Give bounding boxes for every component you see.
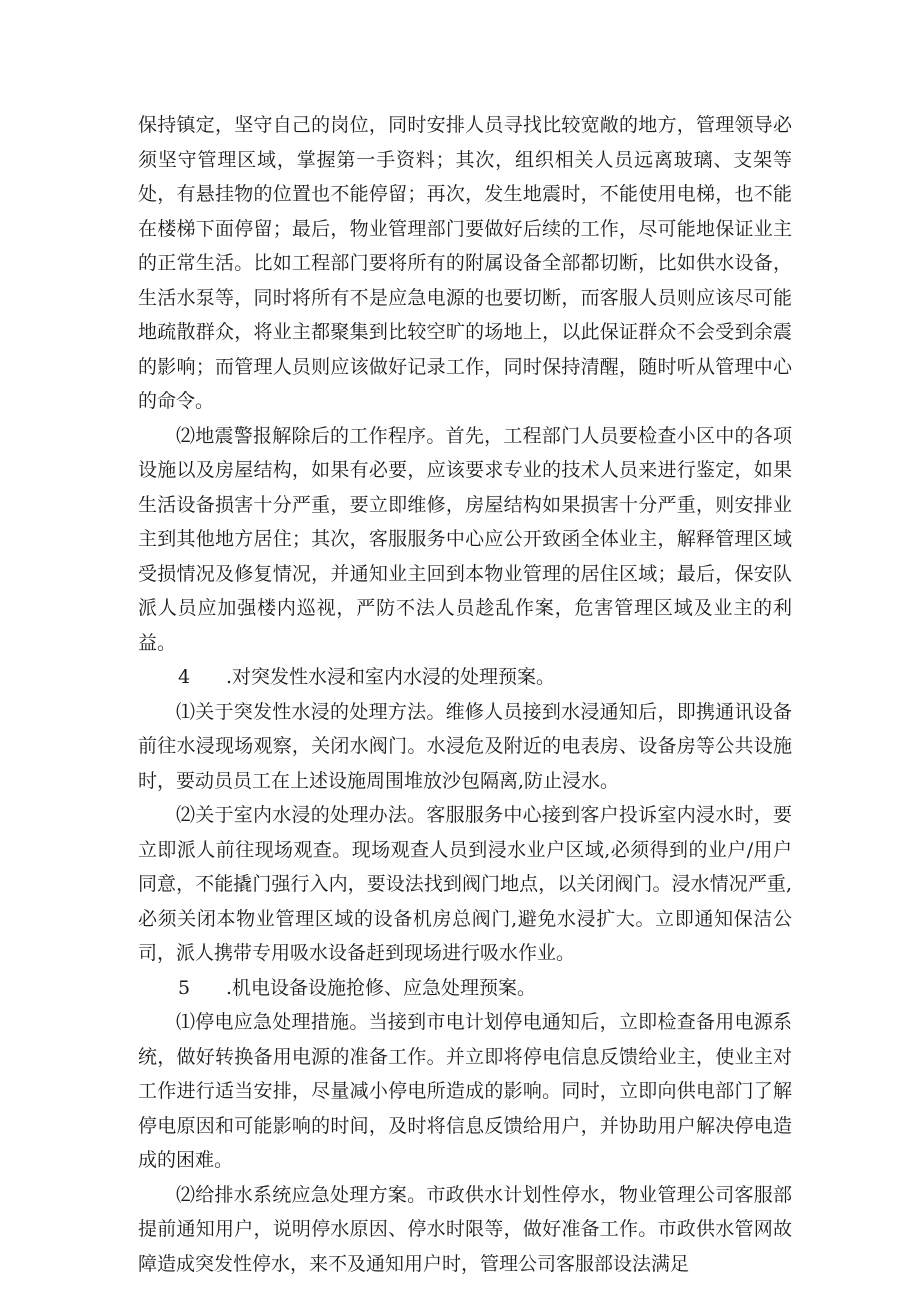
- paragraph-earthquake-during: 保持镇定，坚守自己的岗位，同时安排人员寻找比较宽敞的地方，管理领导必须坚守管理区域，掌握第一手资料；其次，组织相关人员远离玻璃、支架等处，有悬挂物的位置也不能停留；再次，发生地震时，不能使用电梯，也不能在楼梯下面停留；最后，物业管理部门要做好后续的工作，尽可能地保证业主的正常生活。比如工程部门要将所有的附属设备全部都切断，比如供水设备，生活水泵等，同时将所有不是应急电源的也要切断，而客服人员则应该尽可能地疏散群众，将业主都聚集到比较空旷的场地上，以此保证群众不会受到余震的影响；而管理人员则应该做好记录工作，同时保持清醒，随时听从管理中心的命令。: [138, 114, 792, 412]
- paragraph-power-outage: ⑴停电应急处理措施。当接到市电计划停电通知后，立即检查备用电源系统，做好转换备用电源的准备工作。并立即将停电信息反馈给业主，使业主对工作进行适当安排，尽量减小停电所造成的影响。同时，立即向供电部门了解停电原因和可能影响的时间，及时将信息反馈给用户，并协助用户解决停电造成的困难。: [138, 1011, 792, 1171]
- section-title: .机电设备设施抢修、应急处理预案。: [226, 976, 537, 999]
- paragraph-sudden-flooding: ⑴关于突发性水浸的处理方法。维修人员接到水浸通知后，即携通讯设备前往水浸现场观察，关闭水阀门。水浸危及附近的电表房、设备房等公共设施时，要动员员工在上述设施周围堆放沙包隔离,防止浸水。: [138, 700, 792, 792]
- document-body: [138, 108, 792, 1281]
- section-number: 5: [178, 976, 191, 999]
- section-heading-5: [138, 971, 792, 1006]
- paragraph-indoor-flooding: ⑵关于室内水浸的处理办法。客服服务中心接到客户投诉室内浸水时，要立即派人前往现场观查。现场观查人员到浸水业户区域,必须得到的业户/用户同意，不能撬门强行入内，要设法找到阀门地点，以关闭阀门。浸水情况严重,必须关闭本物业管理区域的设备机房总阀门,避免水浸扩大。立即通知保洁公司，派人携带专用吸水设备赶到现场进行吸水作业。: [138, 804, 792, 964]
- section-number: 4: [178, 666, 191, 688]
- paragraph-earthquake-after: ⑵地震警报解除后的工作程序。首先，工程部门人员要检查小区中的各项设施以及房屋结构，如果有必要，应该要求专业的技术人员来进行鉴定，如果生活设备损害十分严重，要立即维修，房屋结构如果损害十分严重，则安排业主到其他地方居住；其次，客服服务中心应公开致函全体业主，解释管理区域受损情况及修复情况，并通知业主回到本物业管理的居住区域；最后，保安队派人员应加强楼内巡视，严防不法人员趁乱作案，危害管理区域及业主的利益。: [138, 424, 792, 654]
- paragraph-water-supply: ⑵给排水系统应急处理方案。市政供水计划性停水，物业管理公司客服部提前通知用户，说明停水原因、停水时限等，做好准备工作。市政供水管网故障造成突发性停水，来不及通知用户时，管理公司客服部设法满足: [138, 1183, 792, 1275]
- section-title: .对突发性水浸和室内水浸的处理预案。: [226, 666, 556, 688]
- section-heading-4: [138, 660, 792, 695]
